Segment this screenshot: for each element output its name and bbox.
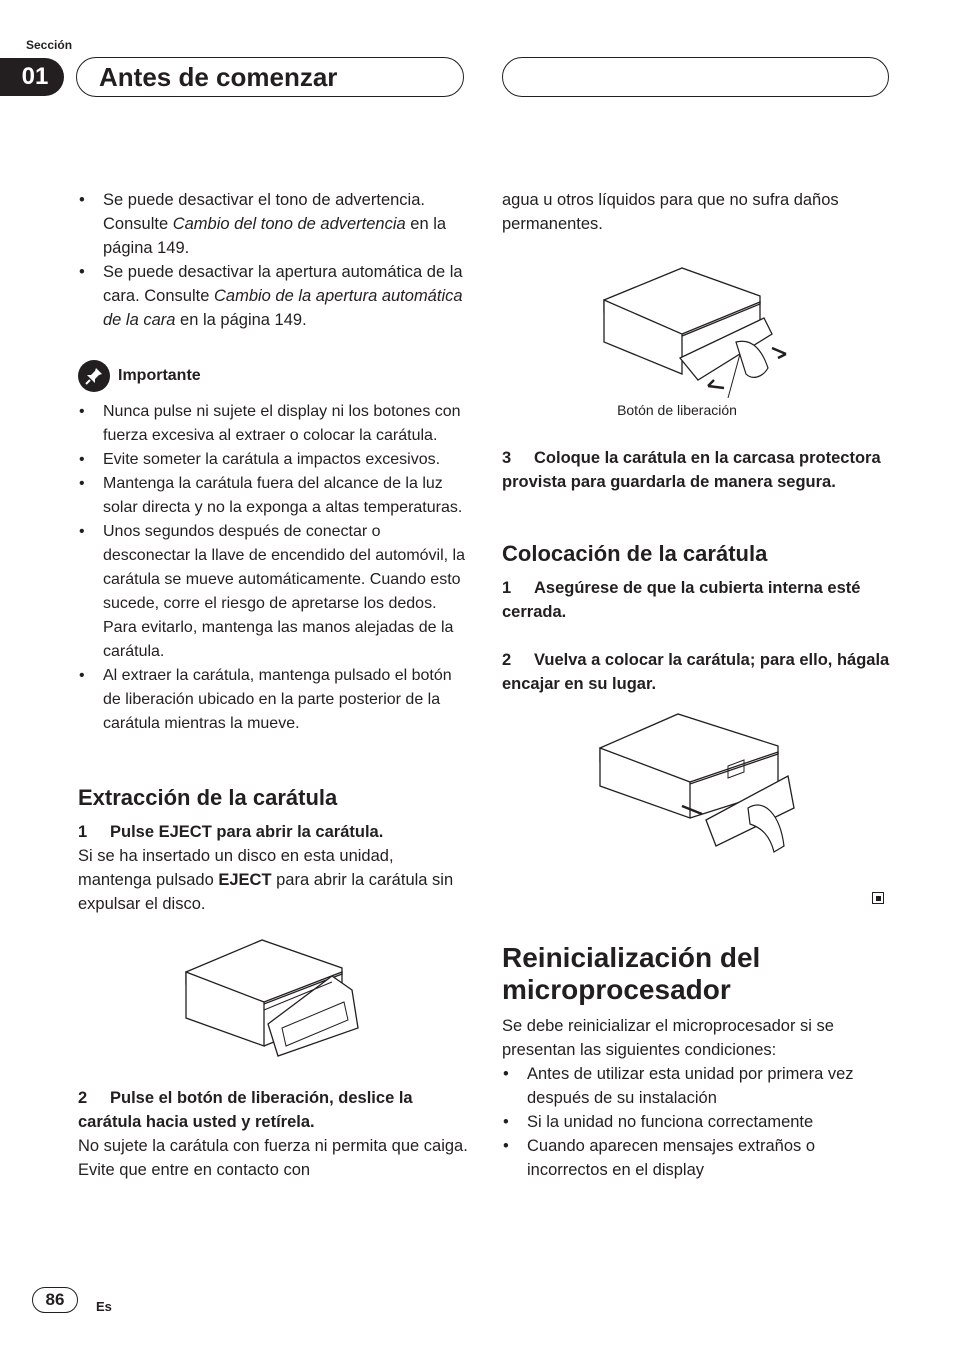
continued-paragraph: agua u otros líquidos para que no sufra daños permanentes. xyxy=(502,191,839,233)
attach-step-1: 1 Asegúrese de que la cubierta interna esté cerrada. xyxy=(502,579,861,621)
right-column xyxy=(502,188,892,1182)
reset-bullet: • Si la unidad no funciona correctamente xyxy=(502,1110,892,1134)
language-code: Es xyxy=(96,1299,112,1314)
attach-heading: Colocación de la carátula xyxy=(502,541,768,566)
eject-keyword: EJECT xyxy=(218,871,272,889)
removal-step-2: 2 Pulse el botón de liberación, deslice la carátula hacia usted y retírela. xyxy=(78,1089,413,1131)
important-heading xyxy=(78,360,468,392)
attach-step-2: 2 Vuelva a colocar la carátula; para ello, hágala encajar en su lugar. xyxy=(502,651,890,693)
reset-heading: Reinicialización del microprocesador xyxy=(502,942,761,1005)
section-title: Antes de comenzar xyxy=(76,57,464,97)
intro-bullet: • Se puede desactivar el tono de advertencia. Consulte Cambio del tono de advertencia en la página 149. xyxy=(78,188,468,260)
reset-bullet: • Antes de utilizar esta unidad por primera vez después de su instalación xyxy=(502,1062,892,1110)
reset-bullet: • Cuando aparecen mensajes extraños o incorrectos en el display xyxy=(502,1134,892,1182)
important-bullet: • Al extraer la carátula, mantenga pulsado el botón de liberación ubicado en la parte posterior de la carátula mientras la mueve. xyxy=(78,664,468,736)
intro-bullet-list xyxy=(78,188,468,332)
cross-reference: Cambio de la apertura automática de la cara xyxy=(103,287,463,329)
section-header-empty-box xyxy=(502,57,889,97)
reset-bullet-list xyxy=(502,1062,892,1182)
important-bullet: • Mantenga la carátula fuera del alcance de la luz solar directa y no la exponga a altas temperaturas. xyxy=(78,472,468,520)
important-label: Importante xyxy=(118,367,201,384)
removal-step-2-body: No sujete la carátula con fuerza ni permita que caiga. Evite que entre en contacto con xyxy=(78,1137,468,1179)
figure-caption: Botón de liberación xyxy=(617,402,737,418)
important-bullet-list xyxy=(78,400,468,736)
important-bullet: • Evite someter la carátula a impactos excesivos. xyxy=(78,448,468,472)
section-end-icon xyxy=(872,892,884,904)
removal-heading: Extracción de la carátula xyxy=(78,785,338,810)
cross-reference: Cambio del tono de advertencia xyxy=(172,215,406,233)
attach-illustration xyxy=(598,706,892,856)
removal-step-3: 3 Coloque la carátula en la carcasa protectora provista para guardarla de manera segura. xyxy=(502,449,881,491)
important-bullet: • Unos segundos después de conectar o desconectar la llave de encendido del automóvil, la carátula se mueve automáticamente. Cuando esto sucede, corre el riesgo de apretarse los dedos. Para evitarlo, mantenga las manos alejadas de la carátula. xyxy=(78,520,468,664)
important-bullet: • Nunca pulse ni sujete el display ni los botones con fuerza excesiva al extraer o colocar la carátula. xyxy=(78,400,468,448)
page-number: 86 xyxy=(32,1287,78,1313)
release-button-illustration xyxy=(602,258,892,398)
reset-intro: Se debe reinicializar el microprocesador si se presentan las siguientes condiciones: xyxy=(502,1017,834,1059)
section-label: Sección xyxy=(26,38,73,52)
intro-bullet: • Se puede desactivar la apertura automática de la cara. Consulte Cambio de la apertura automática de la cara en la página 149. xyxy=(78,260,468,332)
section-number-badge: 01 xyxy=(0,58,64,96)
removal-step-1: 1 Pulse EJECT para abrir la carátula. xyxy=(78,823,384,841)
removal-step-1-body: Si se ha insertado un disco en esta unidad, mantenga pulsado EJECT para abrir la carátula sin expulsar el disco. xyxy=(78,847,454,913)
left-column xyxy=(78,188,468,1182)
unit-open-illustration xyxy=(182,928,468,1058)
pin-icon xyxy=(78,360,110,392)
